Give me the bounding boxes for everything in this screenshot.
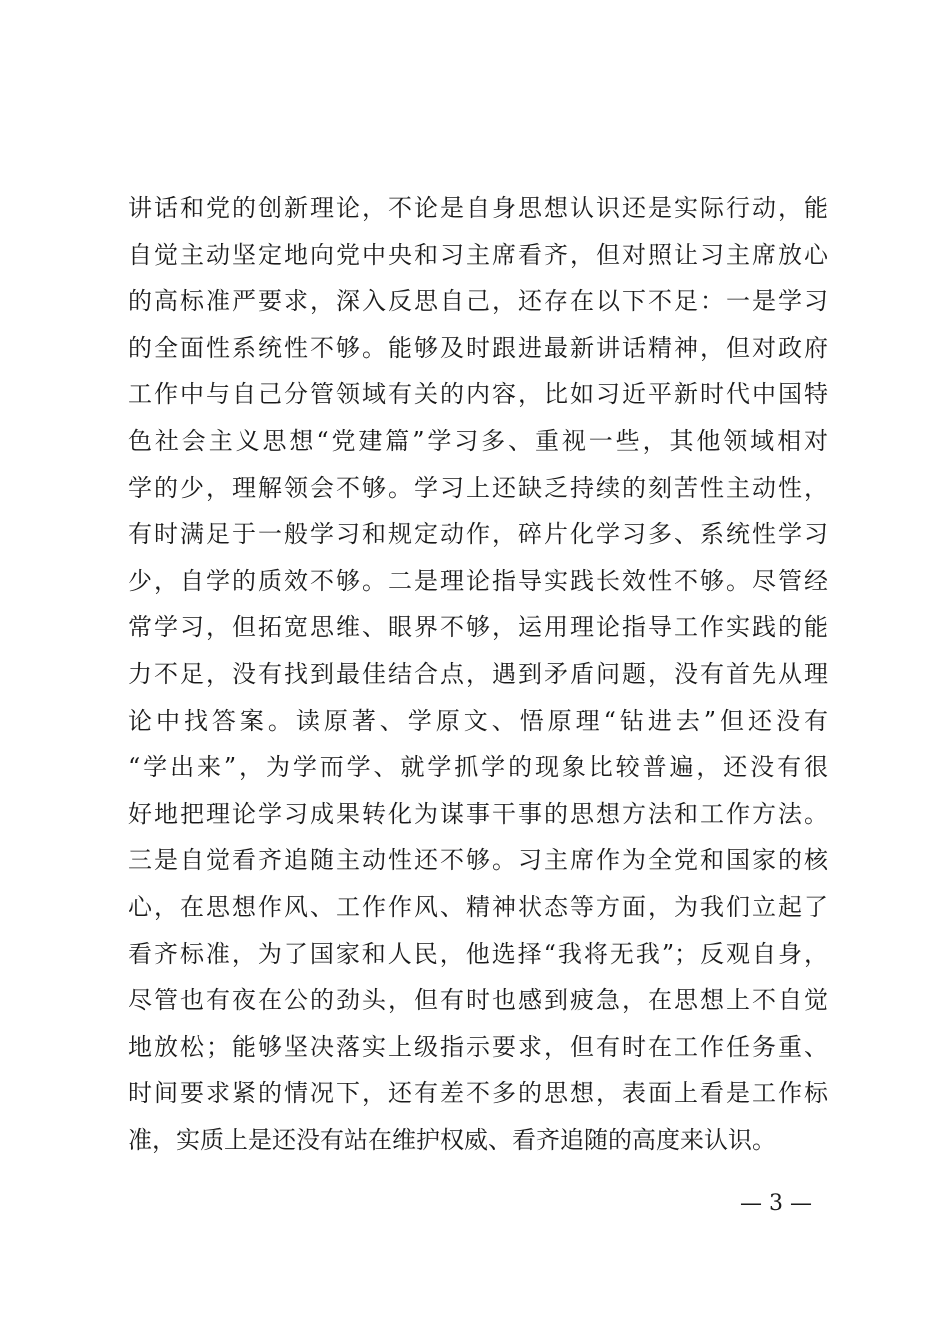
text-line: 的全面性系统性不够。能够及时跟进最新讲话精神，但对政府 bbox=[128, 333, 828, 362]
text-line: 自觉主动坚定地向党中央和习主席看齐，但对照让习主席放心 bbox=[128, 240, 828, 269]
text-line: 讲话和党的创新理论，不论是自身思想认识还是实际行动，能 bbox=[128, 194, 828, 222]
text-line: 常学习，但拓宽思维、眼界不够，运用理论指导工作实践的能 bbox=[128, 613, 828, 642]
text-line: 准，实质上是还没有站在维护权威、看齐追随的高度来认识。 bbox=[128, 1125, 776, 1154]
text-line: 有时满足于一般学习和规定动作，碎片化学习多、系统性学习 bbox=[128, 520, 828, 549]
text-line: 少，自学的质效不够。二是理论指导实践长效性不够。尽管经 bbox=[128, 566, 828, 595]
text-line: “学出来”，为学而学、就学抓学的现象比较普遍，还没有很 bbox=[128, 753, 828, 782]
text-line: 看齐标准，为了国家和人民，他选择“我将无我”；反观自身， bbox=[128, 939, 828, 968]
text-line: 心，在思想作风、工作作风、精神状态等方面，为我们立起了 bbox=[128, 892, 828, 921]
text-line: 力不足，没有找到最佳结合点，遇到矛盾问题，没有首先从理 bbox=[128, 659, 828, 688]
text-line: 地放松；能够坚决落实上级指示要求，但有时在工作任务重、 bbox=[128, 1032, 828, 1061]
text-line: 尽管也有夜在公的劲头，但有时也感到疲急，在思想上不自觉 bbox=[128, 986, 828, 1015]
text-line: 三是自觉看齐追随主动性还不够。习主席作为全党和国家的核 bbox=[128, 846, 828, 875]
text-line: 论中找答案。读原著、学原文、悟原理“钻进去”但还没有 bbox=[128, 706, 828, 735]
page-number: — 3 — bbox=[740, 1191, 812, 1216]
text-line: 时间要求紧的情况下，还有差不多的思想，表面上看是工作标 bbox=[128, 1079, 828, 1108]
text-line: 色社会主义思想“党建篇”学习多、重视一些，其他领域相对 bbox=[128, 426, 828, 455]
text-line: 学的少，理解领会不够。学习上还缺乏持续的刻苦性主动性， bbox=[128, 473, 828, 502]
text-line: 好地把理论学习成果转化为谋事干事的思想方法和工作方法。 bbox=[128, 799, 828, 828]
text-line: 的高标准严要求，深入反思自己，还存在以下不足：一是学习 bbox=[128, 287, 828, 316]
body-text bbox=[128, 185, 828, 1163]
text-line: 工作中与自己分管领域有关的内容，比如习近平新时代中国特 bbox=[128, 380, 828, 409]
